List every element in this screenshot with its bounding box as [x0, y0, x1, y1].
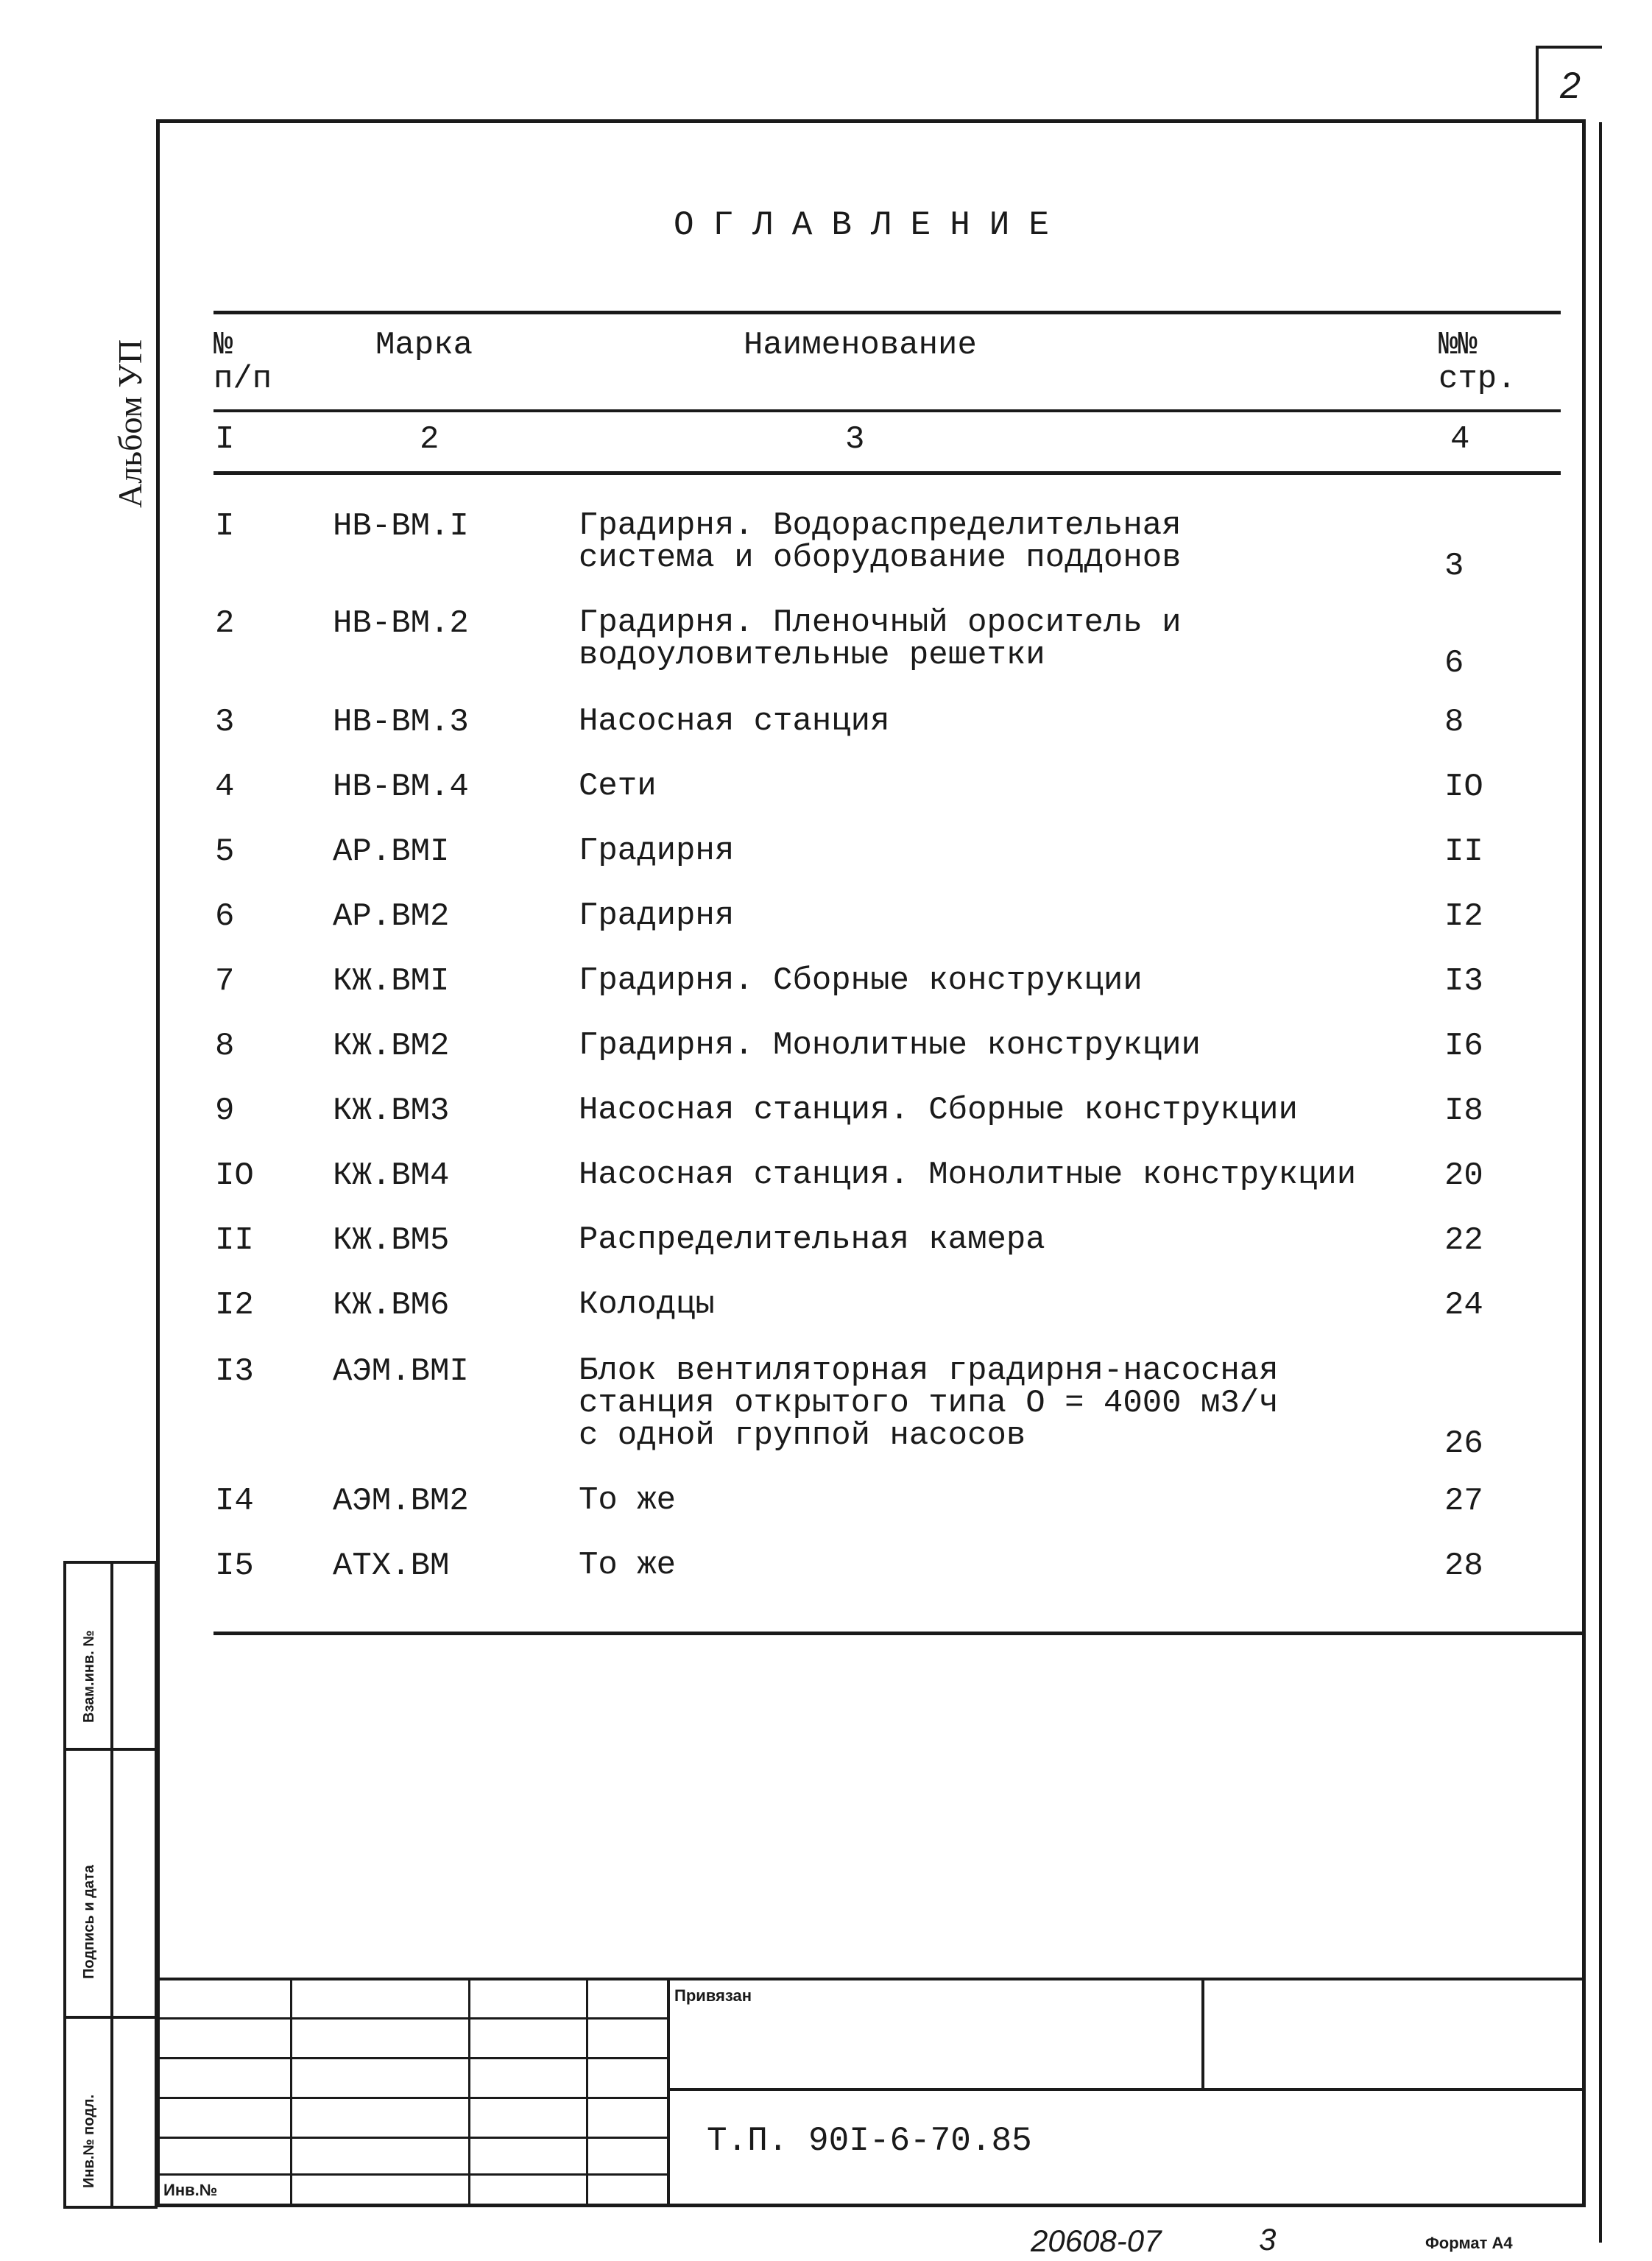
- row-page: 22: [1444, 1222, 1483, 1259]
- row-mark: АТХ.ВМ: [333, 1548, 450, 1584]
- row-number: 3: [215, 704, 235, 741]
- header-page-line1: №№: [1439, 327, 1478, 364]
- col-number-3: 3: [845, 421, 865, 458]
- row-name-line: Градирня. Сборные конструкции: [579, 962, 1143, 999]
- row-number: IO: [215, 1157, 254, 1194]
- row-number: II: [215, 1222, 254, 1259]
- row-name-line: Насосная станция. Сборные конструкции: [579, 1092, 1298, 1129]
- row-mark: КЖ.ВМ4: [333, 1157, 450, 1194]
- titleblock-privyazan: Привязан: [674, 1986, 752, 2005]
- row-name-line: Градирня. Монолитные конструкции: [579, 1027, 1201, 1064]
- row-name-line: Насосная станция: [579, 703, 890, 740]
- row-name-line: Градирня. Водораспределительная: [579, 507, 1182, 544]
- row-name-line: Насосная станция. Монолитные конструкции: [579, 1157, 1357, 1193]
- row-mark: КЖ.ВМI: [333, 963, 450, 1000]
- row-number: 8: [215, 1028, 235, 1065]
- row-number: 9: [215, 1093, 235, 1129]
- row-number: 2: [215, 605, 235, 642]
- row-page: IO: [1444, 769, 1483, 805]
- table-bottom-rule: [213, 1632, 1583, 1635]
- row-mark: АР.ВМ2: [333, 898, 450, 935]
- row-mark: КЖ.ВМ2: [333, 1028, 450, 1065]
- document-code: Т.П. 90I-6-70.85: [707, 2122, 1032, 2160]
- page-title: ОГЛАВЛЕНИЕ: [673, 206, 1069, 244]
- row-page: I2: [1444, 898, 1483, 935]
- row-page: 27: [1444, 1483, 1483, 1520]
- row-mark: НВ-ВМ.4: [333, 769, 469, 805]
- row-name-line: водоуловительные решетки: [579, 637, 1045, 674]
- row-name-line: Колодцы: [579, 1286, 715, 1323]
- col-number-4: 4: [1450, 421, 1470, 458]
- stamp-podpis-label: Подпись и дата: [81, 1865, 97, 1979]
- row-page: 24: [1444, 1287, 1483, 1324]
- stamp-divider: [110, 1561, 113, 2209]
- titleblock-privyazan-divider: [1201, 1978, 1204, 2089]
- row-page: II: [1444, 833, 1483, 870]
- row-page: 20: [1444, 1157, 1483, 1194]
- col-number-2: 2: [420, 421, 440, 458]
- table-top-rule: [213, 311, 1561, 314]
- header-num: [213, 328, 272, 396]
- header-num-line2: п/п: [213, 361, 272, 398]
- row-mark: АЭМ.ВМI: [333, 1353, 469, 1390]
- header-name: Наименование: [744, 327, 977, 364]
- row-page: I6: [1444, 1028, 1483, 1065]
- row-mark: КЖ.ВМ5: [333, 1222, 450, 1259]
- stamp-inv-label: Инв.№ подл.: [81, 2094, 97, 2188]
- header-page-line2: стр.: [1439, 361, 1517, 398]
- row-mark: АЭМ.ВМ2: [333, 1483, 469, 1520]
- row-name-line: Сети: [579, 768, 657, 805]
- row-page: 26: [1444, 1425, 1483, 1462]
- row-page: I8: [1444, 1093, 1483, 1129]
- row-name-line: система и оборудование поддонов: [579, 540, 1182, 576]
- album-label: Альбом УП: [111, 339, 149, 508]
- row-page: 28: [1444, 1548, 1483, 1584]
- page-number: 2: [1536, 46, 1602, 122]
- row-name-line: Градирня: [579, 897, 735, 934]
- row-number: I3: [215, 1353, 254, 1390]
- titleblock-grid: [156, 1978, 667, 2207]
- handwritten-number: 20608-07: [1031, 2223, 1162, 2258]
- row-mark: НВ-ВМ.I: [333, 508, 469, 545]
- header-mark: Марка: [375, 327, 473, 364]
- row-number: I5: [215, 1548, 254, 1584]
- row-mark: АР.ВМI: [333, 833, 450, 870]
- row-name-line: То же: [579, 1482, 677, 1519]
- sheet-number: 3: [1259, 2222, 1277, 2257]
- row-number: 4: [215, 769, 235, 805]
- row-number: 7: [215, 963, 235, 1000]
- row-page: 6: [1444, 645, 1464, 682]
- row-number: 6: [215, 898, 235, 935]
- row-name-line: Блок вентиляторная градирня-насосная: [579, 1352, 1279, 1389]
- col-number-1: I: [215, 421, 235, 458]
- header-num-line1: №: [213, 327, 233, 364]
- row-name-line: То же: [579, 1547, 677, 1584]
- row-name-line: станция открытого типа О = 4000 м3/ч: [579, 1385, 1279, 1422]
- colnum-rule: [213, 471, 1561, 475]
- frame-right-edge: [1599, 122, 1602, 2243]
- row-mark: НВ-ВМ.2: [333, 605, 469, 642]
- row-mark: КЖ.ВМ6: [333, 1287, 450, 1324]
- row-page: 3: [1444, 548, 1464, 585]
- titleblock-mid-rule: [667, 2088, 1586, 2091]
- row-number: I4: [215, 1483, 254, 1520]
- row-number: 5: [215, 833, 235, 870]
- header-rule: [213, 409, 1561, 412]
- header-page: [1439, 328, 1517, 396]
- row-number: I2: [215, 1287, 254, 1324]
- format-label: Формат А4: [1425, 2234, 1513, 2252]
- row-page: I3: [1444, 963, 1483, 1000]
- row-mark: КЖ.ВМ3: [333, 1093, 450, 1129]
- row-mark: НВ-ВМ.3: [333, 704, 469, 741]
- row-page: 8: [1444, 704, 1464, 741]
- row-name-line: Распределительная камера: [579, 1221, 1045, 1258]
- row-name-line: с одной группой насосов: [579, 1417, 1026, 1454]
- row-name-line: Градирня: [579, 833, 735, 870]
- titleblock-inv-label: Инв.№: [163, 2181, 218, 2199]
- stamp-vzam-label: Взам.инв. №: [81, 1630, 97, 1723]
- row-number: I: [215, 508, 235, 545]
- row-name-line: Градирня. Пленочный ороситель и: [579, 604, 1182, 641]
